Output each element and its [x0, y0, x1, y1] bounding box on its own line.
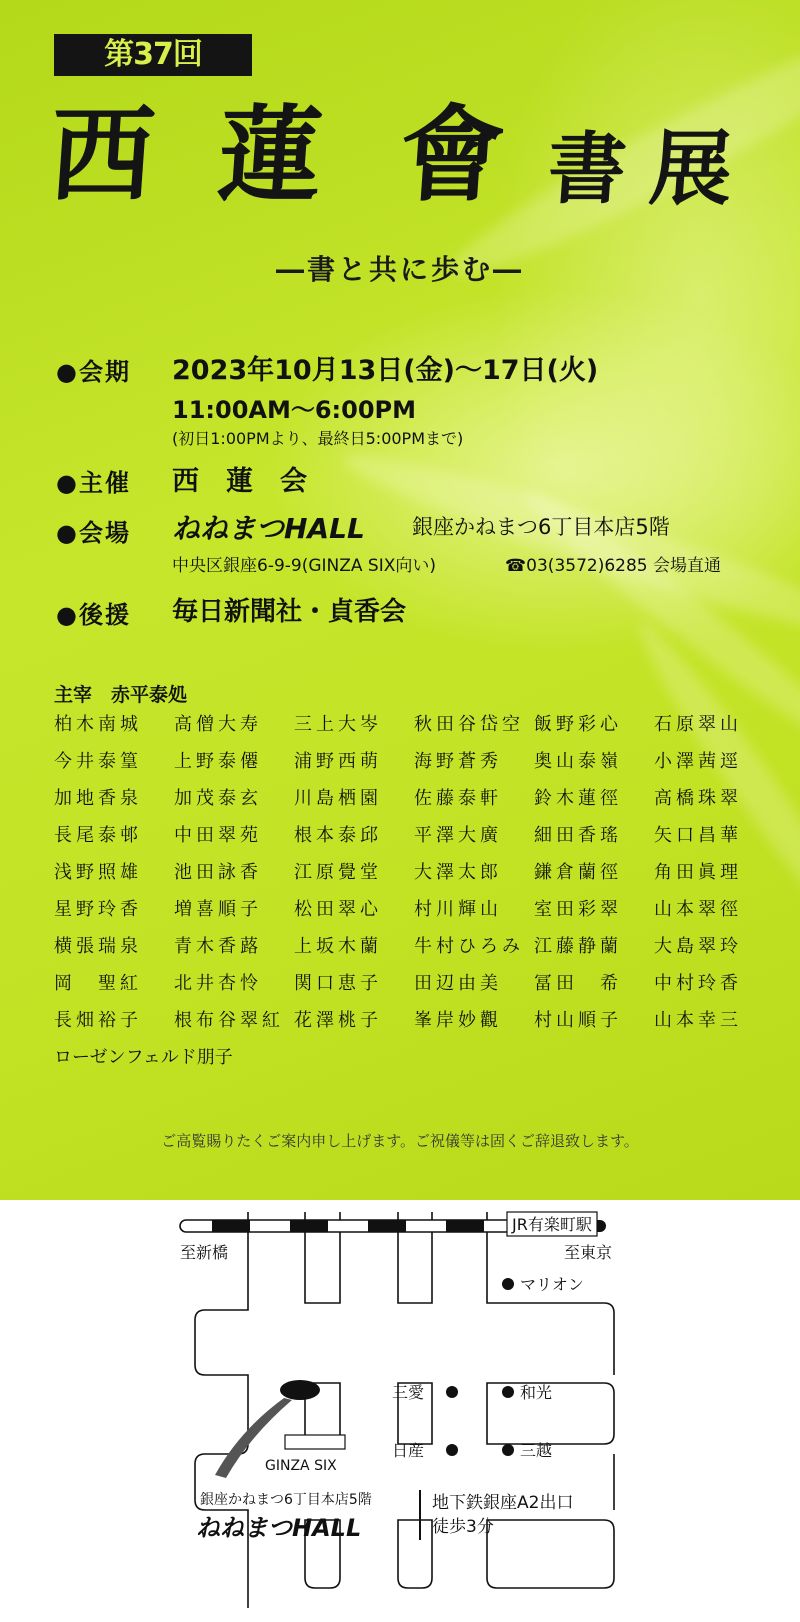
venue-name: ねねまつHALL	[172, 512, 365, 545]
member-name: 牛村ひろみ	[414, 936, 524, 957]
member-name: 奥山泰嶺	[534, 751, 622, 772]
member-name: 花澤桃子	[294, 1010, 382, 1031]
map-store-label: 銀座かねまつ6丁目本店5階	[200, 1492, 372, 1508]
member-name: 今井泰篁	[54, 751, 142, 772]
marion-label: マリオン	[520, 1275, 584, 1294]
edition-badge: 第37回	[54, 34, 252, 76]
period-note: (初日1:00PMより、最終日5:00PMまで)	[172, 429, 464, 448]
title-char-5: 展	[646, 121, 736, 217]
organizer-label-row: ●主催	[56, 469, 131, 497]
member-name: 浅野照雄	[54, 862, 142, 883]
member-name: 根本泰邱	[294, 825, 382, 846]
member-name: 大島翠玲	[654, 936, 742, 957]
venue-phone: ☎03(3572)6285 会場直通	[505, 556, 722, 576]
member-name: 松田翠心	[294, 899, 382, 920]
subway-label: 地下鉄銀座A2出口	[432, 1493, 574, 1513]
ginza-six-label: GINZA SIX	[265, 1458, 337, 1474]
member-name: 海野蒼秀	[414, 751, 502, 772]
member-name: 高僧大寿	[174, 714, 262, 735]
member-grid	[54, 712, 774, 1071]
member-name: 長尾泰邨	[54, 825, 142, 846]
member-name: 上野泰僊	[174, 751, 262, 772]
member-name: 長畑裕子	[54, 1010, 142, 1031]
member-name: 小澤茜逕	[654, 751, 742, 772]
member-name: 高橋珠翠	[654, 788, 742, 809]
to-shinbashi-label: 至新橋	[180, 1243, 229, 1262]
title-char-2: 蓮	[213, 93, 327, 216]
organizer-value: 西 蓮 会	[172, 466, 307, 497]
member-name: 江原覺堂	[294, 862, 382, 883]
member-name: 佐藤泰軒	[414, 788, 502, 809]
wako-dot	[502, 1386, 514, 1398]
member-name: 池田詠香	[174, 862, 262, 883]
member-name: 北井杏怜	[174, 973, 262, 994]
sanai-label: 三愛	[392, 1383, 425, 1402]
member-name: 室田彩翠	[534, 899, 622, 920]
member-name: 平澤大廣	[414, 825, 502, 846]
member-name: 江藤静蘭	[534, 936, 622, 957]
member-name: 根布谷翠紅	[174, 1010, 284, 1031]
member-name: 峯岸妙觀	[414, 1010, 502, 1031]
access-map	[0, 1200, 800, 1618]
venue-location: 銀座かねまつ6丁目本店5階	[412, 515, 670, 539]
title-char-1: 西	[45, 93, 159, 216]
mitsukoshi-dot	[502, 1444, 514, 1456]
member-name: 加茂泰玄	[174, 788, 262, 809]
member-name: 上坂木蘭	[294, 936, 382, 957]
support-label: 後援	[78, 601, 131, 629]
footnote: ご高覧賜りたくご案内申し上げます。ご祝儀等は固くご辞退致します。	[161, 1132, 639, 1150]
member-name: 秋田谷岱空	[414, 714, 524, 735]
member-name: 中村玲香	[654, 973, 742, 994]
period-label-row: ●会期	[56, 358, 131, 386]
member-list	[54, 712, 774, 1071]
member-name: 大澤太郎	[414, 862, 502, 883]
member-name: 加地香泉	[54, 788, 142, 809]
period-date: 2023年10月13日(金)～17日(火)	[172, 355, 599, 386]
venue-label: 会場	[78, 519, 131, 547]
member-name: 浦野西萌	[294, 751, 382, 772]
member-name: 山本翠徑	[654, 899, 742, 920]
member-name: 増喜順子	[174, 899, 262, 920]
title-char-4: 書	[544, 124, 630, 215]
member-name: 関口恵子	[294, 973, 382, 994]
title-char-3: 會	[395, 93, 509, 216]
walk-label: 徒歩3分	[432, 1517, 494, 1537]
member-name: 川島栖園	[294, 788, 382, 809]
member-name: 山本幸三	[654, 1010, 742, 1031]
member-name: 石原翠山	[654, 714, 742, 735]
to-tokyo-label: 至東京	[564, 1243, 613, 1262]
map-hall-label: ねねまつHALL	[196, 1514, 362, 1542]
nissan-dot	[446, 1444, 458, 1456]
venue-label-row: ●会場	[56, 519, 131, 547]
subtitle: ―書と共に歩む―	[275, 253, 524, 286]
support-value: 毎日新聞社・貞香会	[172, 597, 407, 627]
jr-station-label: JR有楽町駅	[512, 1215, 592, 1234]
period-hours: 11:00AM～6:00PM	[172, 396, 417, 424]
member-name: 青木香蕗	[174, 936, 262, 957]
member-name: 三上大岑	[294, 714, 382, 735]
sanai-dot	[446, 1386, 458, 1398]
member-name: 矢口昌華	[654, 825, 742, 846]
period-label: 会期	[78, 358, 131, 386]
member-name: 村山順子	[534, 1010, 622, 1031]
member-name: 角田眞理	[654, 862, 742, 883]
member-name: ローゼンフェルド朋子	[54, 1047, 233, 1068]
mitsukoshi-label: 三越	[520, 1441, 553, 1460]
map-svg	[0, 1200, 800, 1618]
venue-address: 中央区銀座6-9-9(GINZA SIX向い)	[172, 556, 437, 576]
member-name: 岡 聖紅	[54, 973, 142, 994]
chief: 主宰 赤平泰処	[54, 684, 188, 706]
member-name: 細田香瑤	[534, 825, 622, 846]
support-label-row: ●後援	[56, 601, 131, 629]
member-name: 柏木南城	[54, 714, 142, 735]
map-streets	[195, 1212, 614, 1608]
member-name: 飯野彩心	[534, 714, 622, 735]
organizer-label: 主催	[78, 469, 131, 497]
member-name: 横張瑞泉	[54, 936, 142, 957]
member-name: 中田翠苑	[174, 825, 262, 846]
nissan-label: 日産	[392, 1441, 425, 1460]
ginza-six-box	[285, 1435, 345, 1449]
member-name: 星野玲香	[54, 899, 142, 920]
member-name: 冨田 希	[534, 973, 622, 994]
marion-dot	[502, 1278, 514, 1290]
wako-label: 和光	[520, 1383, 553, 1402]
member-name: 鈴木蓮徑	[534, 788, 622, 809]
member-name: 田辺由美	[414, 973, 502, 994]
member-name: 村川輝山	[414, 899, 502, 920]
member-name: 鎌倉蘭徑	[534, 862, 622, 883]
hall-marker	[280, 1380, 320, 1400]
